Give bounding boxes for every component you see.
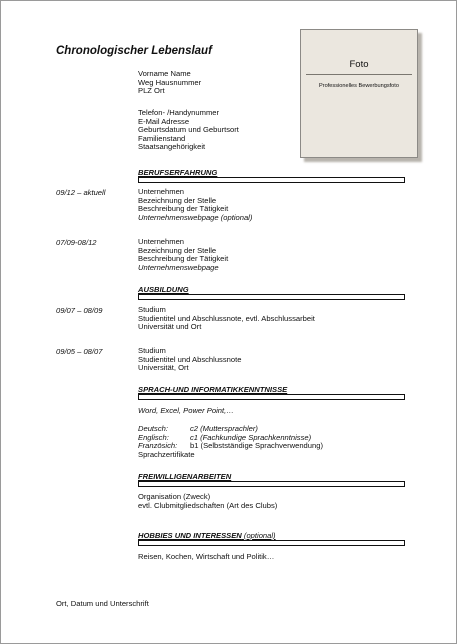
hobbies-text: Reisen, Kochen, Wirtschaft und Politik… [138, 552, 275, 561]
section-divider [138, 481, 405, 487]
entry-date: 09/07 – 08/09 [56, 306, 103, 315]
section-title: SPRACH-UND INFORMATIKKENNTNISSE [138, 385, 288, 394]
personal-birth: Geburtsdatum und Geburtsort [138, 125, 239, 135]
entry-title: Studientitel und Abschlussnote, evtl. Abschlussarbeit [138, 313, 315, 323]
section-divider [138, 294, 405, 300]
language-list [138, 425, 323, 459]
language-level: b1 (Selbstständige Sprachverwendung) [190, 441, 323, 451]
volunteer-entry [138, 493, 277, 510]
language-level: c2 (Muttersprachler) [190, 424, 258, 433]
entry-university: Universität und Ort [138, 322, 202, 332]
experience-entry [138, 238, 228, 272]
entry-company: Unternehmen [138, 187, 185, 196]
entry-description: Beschreibung der Tätigkeit [138, 204, 229, 214]
section-title: FREIWILLIGENARBEITEN [138, 472, 232, 481]
personal-phone: Telefon- /Handynummer [138, 108, 220, 117]
language-name: Englisch: [138, 432, 169, 442]
entry-degree: Studium [138, 346, 166, 355]
entry-position: Bezeichnung der Stelle [138, 195, 217, 205]
section-divider [138, 540, 405, 546]
language-name: Französich: [138, 441, 178, 451]
personal-nationality: Staatsangehörigkeit [138, 142, 206, 152]
entry-description: Beschreibung der Tätigkeit [138, 254, 229, 264]
language-name: Deutsch: [138, 424, 168, 433]
section-sprachen [138, 385, 405, 400]
photo-caption: Professionelles Bewerbungsfoto [319, 83, 399, 89]
photo-label: Foto [349, 59, 369, 70]
section-freiwillig [138, 472, 405, 487]
entry-date: 09/05 – 08/07 [56, 347, 103, 356]
education-entry [138, 306, 315, 332]
contact-block [138, 109, 239, 152]
entry-university: Universität, Ort [138, 363, 189, 373]
photo-divider [306, 74, 412, 75]
section-divider [138, 394, 405, 400]
software-skills: Word, Excel, Power Point,… [138, 406, 234, 415]
entry-date: 07/09-08/12 [56, 238, 97, 247]
section-title: AUSBILDUNG [138, 285, 189, 294]
entry-date: 09/12 – aktuell [56, 188, 106, 197]
hobbies-title: HOBBIES UND INTERESSEN [138, 531, 242, 540]
section-hobbies [138, 531, 405, 546]
entry-degree: Studium [138, 305, 166, 314]
experience-entry [138, 188, 252, 222]
section-title: BERUFSERFAHRUNG [138, 168, 218, 177]
personal-name: Vorname Name [138, 69, 191, 78]
section-title [138, 531, 405, 540]
volunteer-clubs: evtl. Clubmitgliedschaften (Art des Clubs) [138, 500, 278, 510]
section-divider [138, 177, 405, 183]
personal-block [138, 70, 201, 96]
personal-email: E-Mail Adresse [138, 116, 190, 126]
personal-marital: Familienstand [138, 133, 186, 143]
volunteer-organisation: Organisation (Zweck) [138, 492, 211, 501]
entry-webpage: Unternehmenswebpage (optional) [138, 212, 253, 222]
entry-position: Bezeichnung der Stelle [138, 245, 217, 255]
entry-company: Unternehmen [138, 237, 185, 246]
section-ausbildung [138, 285, 405, 300]
hobbies-optional: (optional) [243, 531, 276, 540]
section-berufserfahrung [138, 168, 405, 183]
entry-title: Studientitel und Abschlussnote [138, 354, 242, 364]
language-level: c1 (Fachkundige Sprachkenntnisse) [190, 432, 312, 442]
personal-street: Weg Hausnummer [138, 77, 202, 87]
language-certificates: Sprachzertifikate [138, 449, 195, 459]
entry-webpage: Unternehmenswebpage [138, 262, 219, 272]
signature-line: Ort, Datum und Unterschrift [56, 599, 149, 608]
document-title: Chronologischer Lebenslauf [56, 45, 212, 57]
personal-city: PLZ Ort [138, 86, 165, 96]
photo-placeholder [300, 29, 418, 158]
education-entry [138, 347, 241, 373]
